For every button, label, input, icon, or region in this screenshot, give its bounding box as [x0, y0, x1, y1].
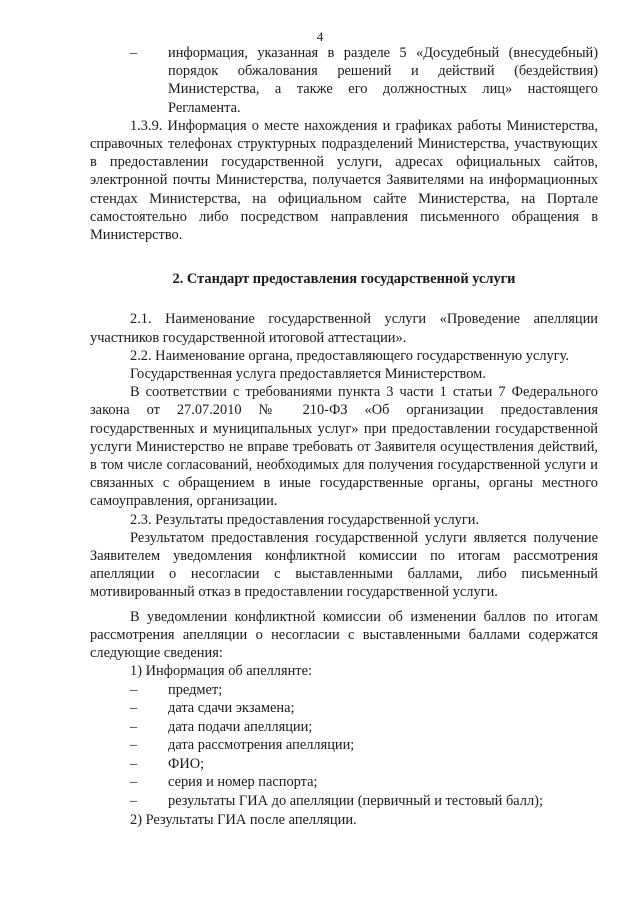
list-item-text: предмет;: [168, 681, 223, 698]
list-item: [90, 773, 598, 792]
list-item: [90, 699, 598, 718]
applicant-info-list: [90, 681, 598, 811]
list-item-text: результаты ГИА до апелляции (первичный и тестовый балл);: [168, 793, 543, 810]
dash-marker: –: [130, 700, 138, 717]
paragraph-1-3-9: 1.3.9. Информация о месте нахождения и графиках работы Министерства, справочных телефонах структурных подразделений Министерства, участвующих в предоставлении государственной услуги, адресах официальных сайтов, электронной почты Министерства, получается Заявителями на информационных стендах Министерства, на официальном сайте Министерства, на Портале самостоятельно либо посредством направления письменного обращения в Министерство.: [90, 117, 598, 244]
paragraph-2-3-notice: В уведомлении конфликтной комиссии об изменении баллов по итогам рассмотрения апелляции о несогласии с выставленными баллами содержатся следующие сведения:: [90, 608, 598, 662]
dash-marker: –: [130, 755, 138, 772]
list-item: [90, 718, 598, 737]
list-item-text: дата рассмотрения апелляции;: [168, 737, 355, 754]
paragraph-2-3-result: Результатом предоставления государственной услуги является получение Заявителем уведомления конфликтной комиссии по итогам рассмотрения апелляции о несогласии с выставленными баллами, либо письменный мотивированный отказ в предоставлении государственной услуги.: [90, 529, 598, 601]
paragraph-2-2: 2.2. Наименование органа, предоставляющего государственную услугу.: [130, 347, 569, 364]
list-item: [90, 792, 598, 811]
dash-marker: –: [130, 45, 138, 61]
dash-marker: –: [130, 737, 138, 754]
list-item: [90, 681, 598, 700]
page-number: 4: [316, 29, 324, 44]
page-content: [90, 44, 598, 829]
list-item-2: 2) Результаты ГИА после апелляции.: [130, 811, 357, 828]
list-item-text: серия и номер паспорта;: [168, 774, 318, 791]
intro-dash-item: [90, 44, 598, 117]
intro-dash-text: информация, указанная в разделе 5 «Досудебный (внесудебный) порядок обжалования решений и действий (бездействия) Министерства, а также его должностных лиц» настоящего Регламента.: [168, 45, 598, 116]
paragraph-2-1: 2.1. Наименование государственной услуги «Проведение апелляции участников государственной итоговой аттестации».: [90, 311, 598, 346]
section-heading: 2. Стандарт предоставления государственной услуги: [172, 271, 516, 288]
paragraph-2-2-law: В соответствии с требованиями пункта 3 части 1 статьи 7 Федерального закона от 27.07.2010 № 210-ФЗ «Об организации предоставления государственных и муниципальных услуг» при предоставлении государственной услуги Министерство не вправе требовать от Заявителя осуществления действий, в том числе согласований, необходимых для получения государственной услуги и связанных с обращением в иные государственные органы, органы местного самоуправления, организации.: [90, 384, 598, 510]
paragraph-2-2-body: Государственная услуга предоставляется Министерством.: [130, 366, 486, 383]
list-item: [90, 755, 598, 774]
dash-marker: –: [130, 793, 138, 810]
list-item-text: ФИО;: [168, 755, 205, 772]
list-item: [90, 736, 598, 755]
dash-marker: –: [130, 718, 138, 735]
dash-marker: –: [130, 681, 138, 698]
dash-marker: –: [130, 774, 138, 791]
list-item-text: дата сдачи экзамена;: [168, 700, 295, 717]
list-item-1: 1) Информация об апеллянте:: [130, 663, 312, 680]
paragraph-2-3: 2.3. Результаты предоставления государственной услуги.: [130, 511, 480, 528]
list-item-text: дата подачи апелляции;: [168, 718, 313, 735]
